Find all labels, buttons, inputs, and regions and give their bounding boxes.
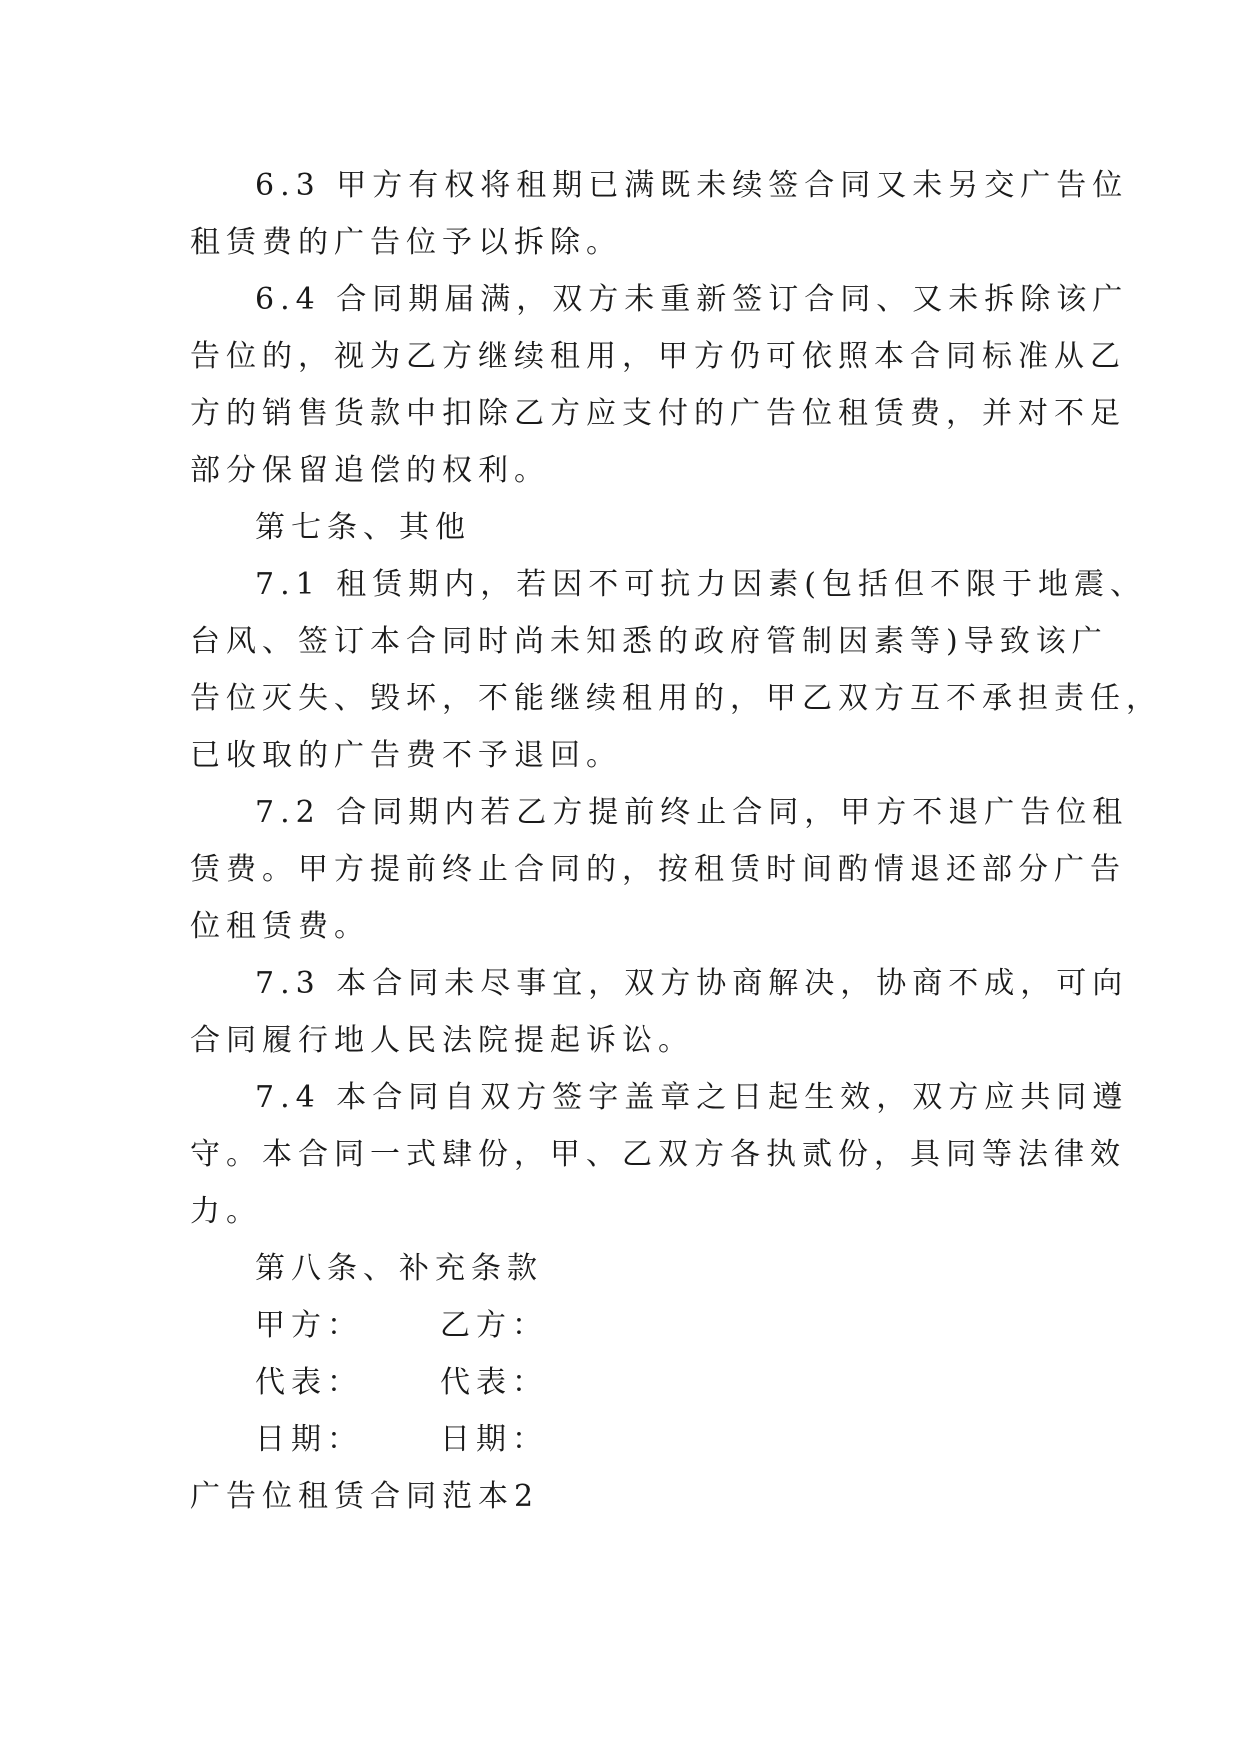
next-contract-title: 广告位租赁合同范本2	[190, 1479, 540, 1514]
article-8-heading: 第八条、补充条款	[255, 1251, 543, 1286]
clause-7-4-line-2: 守。本合同一式肆份，甲、乙双方各执贰份，具同等法律效	[190, 1137, 1126, 1172]
clause-7-1-line-1: 7.1 租赁期内，若因不可抗力因素(包括但不限于地震、	[255, 567, 1146, 602]
clause-7-2-line-3: 位租赁费。	[190, 909, 370, 944]
clause-7-1-line-4: 已收取的广告费不予退回。	[190, 738, 622, 773]
representative-b-label: 代表：	[440, 1365, 548, 1400]
clause-6-3-line-1: 6.3 甲方有权将租期已满既未续签合同又未另交广告位	[255, 168, 1129, 203]
clause-7-3-line-1: 7.3 本合同未尽事宜，双方协商解决，协商不成，可向	[255, 966, 1129, 1001]
clause-7-4-line-3: 力。	[190, 1194, 262, 1229]
clause-6-4-line-2: 告位的，视为乙方继续租用，甲方仍可依照本合同标准从乙	[190, 339, 1126, 374]
clause-6-4-line-1: 6.4 合同期届满，双方未重新签订合同、又未拆除该广	[255, 282, 1129, 317]
article-7-heading: 第七条、其他	[255, 510, 471, 545]
representative-a-label: 代表：	[255, 1365, 363, 1400]
clause-7-1-line-2: 台风、签订本合同时尚未知悉的政府管制因素等)导致该广	[190, 624, 1108, 659]
date-b-label: 日期：	[440, 1422, 548, 1457]
clause-7-4-line-1: 7.4 本合同自双方签字盖章之日起生效，双方应共同遵	[255, 1080, 1129, 1115]
clause-6-4-line-4: 部分保留追偿的权利。	[190, 453, 550, 488]
clause-6-3-line-2: 租赁费的广告位予以拆除。	[190, 225, 622, 260]
clause-7-1-line-3: 告位灭失、毁坏，不能继续租用的，甲乙双方互不承担责任，	[190, 681, 1162, 716]
clause-6-4-line-3: 方的销售货款中扣除乙方应支付的广告位租赁费，并对不足	[190, 396, 1126, 431]
party-a-label: 甲方：	[255, 1308, 363, 1343]
clause-7-2-line-1: 7.2 合同期内若乙方提前终止合同，甲方不退广告位租	[255, 795, 1129, 830]
clause-7-3-line-2: 合同履行地人民法院提起诉讼。	[190, 1023, 694, 1058]
party-b-label: 乙方：	[440, 1308, 548, 1343]
clause-7-2-line-2: 赁费。甲方提前终止合同的，按租赁时间酌情退还部分广告	[190, 852, 1126, 887]
date-a-label: 日期：	[255, 1422, 363, 1457]
